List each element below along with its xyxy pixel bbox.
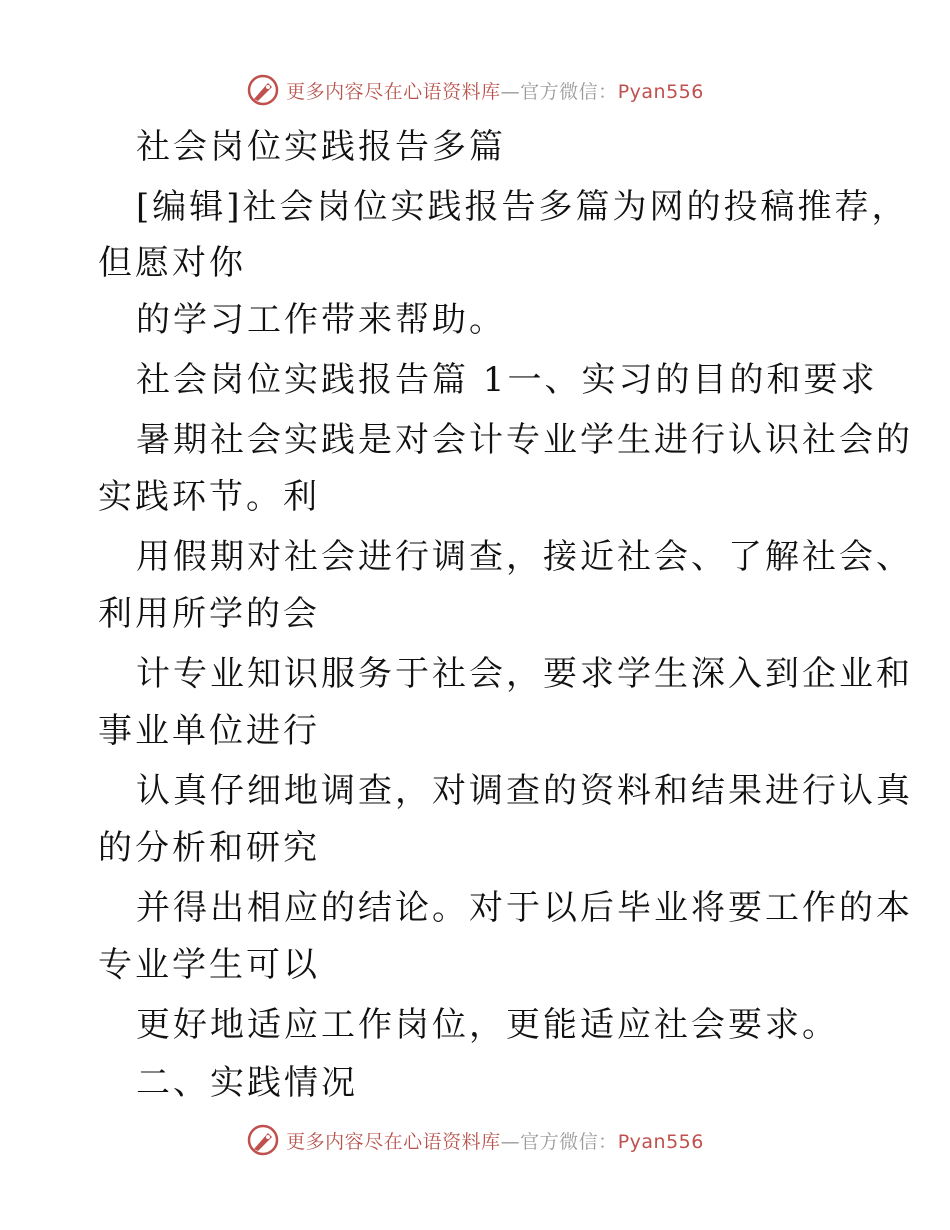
paragraph-line: 但愿对你: [98, 243, 246, 283]
watermark-label: 官方微信：: [520, 80, 618, 103]
watermark-separator: —: [500, 1130, 521, 1153]
paragraph-line: 暑期社会实践是对会计专业学生进行认识社会的: [136, 420, 913, 460]
paragraph-line: 更好地适应工作岗位，更能适应社会要求。: [136, 1005, 839, 1045]
pen-nib-logo-icon: [246, 1123, 280, 1157]
section-heading: 社会岗位实践报告篇 1一、实习的目的和要求: [136, 360, 878, 400]
footer-watermark: [0, 1120, 950, 1160]
paragraph-line: 并得出相应的结论。对于以后毕业将要工作的本: [136, 888, 913, 928]
watermark-brand: 更多内容尽在心语资料库: [286, 1130, 501, 1153]
paragraph-line: 的学习工作带来帮助。: [136, 300, 506, 340]
paragraph-line: 的分析和研究: [98, 828, 320, 868]
paragraph-line: 实践环节。利: [98, 477, 320, 517]
paragraph-line: 利用所学的会: [98, 594, 320, 634]
paragraph-line: 计专业知识服务于社会，要求学生深入到企业和: [136, 654, 913, 694]
paragraph-line: 认真仔细地调查，对调查的资料和结果进行认真: [136, 771, 913, 811]
paragraph-line: 用假期对社会进行调查，接近社会、了解社会、: [136, 537, 913, 577]
document-title: 社会岗位实践报告多篇: [136, 127, 506, 167]
watermark-wechat-id: Pyan556: [617, 80, 704, 103]
watermark-brand: 更多内容尽在心语资料库: [286, 80, 501, 103]
watermark-separator: —: [500, 80, 521, 103]
paragraph-line: [编辑]社会岗位实践报告多篇为网的投稿推荐，: [136, 187, 909, 227]
watermark-wechat-id: Pyan556: [617, 1130, 704, 1153]
pen-nib-logo-icon: [246, 73, 280, 107]
watermark-text: [286, 1127, 704, 1154]
paragraph-line: 专业学生可以: [98, 945, 320, 985]
paragraph-line: 事业单位进行: [98, 711, 320, 751]
watermark-text: [286, 77, 704, 104]
watermark-label: 官方微信：: [520, 1130, 618, 1153]
header-watermark: [0, 70, 950, 110]
section-heading: 二、实践情况: [136, 1063, 358, 1103]
